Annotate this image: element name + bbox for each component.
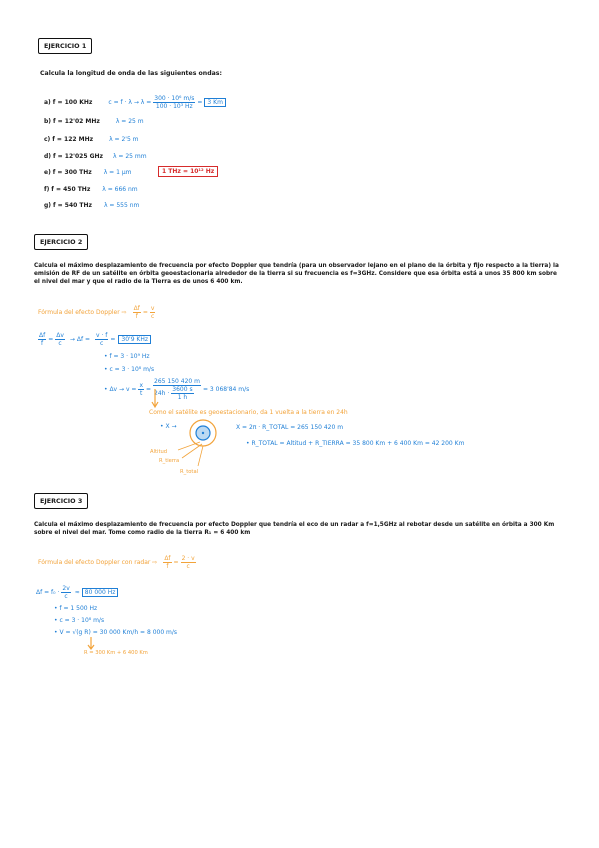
item-b-label: b) [44,118,52,125]
bullet-v-num: x [139,382,143,389]
radar-den-r: c [186,563,190,570]
item-c [44,136,139,143]
doppler-num-l: Δf [133,305,140,312]
doppler-den-l: f [135,313,138,320]
exercise-2-statement: Calcula el máximo desplazamiento de frecuencia por efecto Doppler que tendría (para un observador lejano en el plano de la órbita y fijo respecto a la tierra) la emisión de RF de un satélite en órbita geoestacionaria alrededor de la tierra si su frecuencia es f=3GHz. Considere que esa órbita está a unos 35 800 km sobre el nivel del mar y que el radio de la Tierra es de unos 6 400 km. [34,263,559,285]
step-den1: f [41,340,44,347]
item-c-label: c) [44,136,51,143]
bullet-v-result: = 3 068'84 m/s [202,386,250,393]
item-c-freq: f = 122 MHz [52,136,94,143]
exercise-1-title: EJERCICIO 1 [38,38,92,54]
thz-note: 1 THz = 10¹² Hz [158,166,218,177]
item-d [44,153,147,160]
doppler-den-r: c [151,313,155,320]
item-a-label: a) [44,99,51,106]
step-den3: c [100,340,104,347]
diagram-pointers [170,440,220,470]
bullet-v: • Δv → v = $\frac{x}{t}$ = 265 150 420 m 24h · $\frac{3600 s}{1 h}$ = 3 068'84 m/s [104,378,250,401]
radar-den-l: f [166,563,169,570]
item-e-result: λ = 1 μm [103,169,132,176]
item-g-freq: f = 540 THz [52,202,93,209]
radar-step-num: 2v [62,585,70,592]
exercise-3-title: EJERCICIO 3 [34,493,88,509]
step-result: 30'9 KHz [118,335,151,344]
earth-center [202,432,204,434]
bullet-c: • c = 3 · 10⁸ m/s [104,366,155,373]
arrow-down-icon [150,388,160,410]
item-e [44,169,131,176]
item-a-freq: f = 100 KHz [52,99,93,106]
step-den2: c [58,340,62,347]
doppler-formula: Fórmula del efecto Doppler ⇨ $\frac{\Delta f}{f}$ = $\frac{v}{c}$ [38,305,155,320]
bullet-v-den2a: 24h · [154,390,170,397]
radar-num-l: Δf [164,555,171,562]
label-r-total: R_total [180,469,199,475]
x-label: • X → [160,423,177,430]
radar-step-result: 80 000 Hz [82,588,119,597]
bullet-v-num2: 265 150 420 m [154,378,200,385]
bullet-f: • f = 3 · 10⁹ Hz [104,353,150,360]
step-num3: v · f [96,332,108,339]
item-d-freq: f = 12'025 GHz [52,153,104,160]
doppler-num-r: v [150,305,155,312]
radar-step-den: c [64,593,68,600]
radar-formula: Fórmula del efecto Doppler con radar ⇨ $\frac{\Delta f}{f}$ = $\frac{2 \cdot v}{c}$ [38,555,195,570]
step-num2: Δv [56,332,64,339]
item-a-den: 100 · 10³ Hz [155,103,193,110]
doppler-formula-label: Fórmula del efecto Doppler ⇨ [38,309,127,316]
doppler-step: $\frac{\Delta f}{f}$ = $\frac{\Delta v}{c}$ → Δf = $\frac{v \cdot f}{c}$ = 30'9 KHz [36,332,151,347]
exercise-3-statement: Calcula el máximo desplazamiento de frecuencia por efecto Doppler que tendría el eco de un radar a f=1,5GHz al rebotar desde un satélite en órbita a 300 Km sobre el nivel del mar. Tome como radio de la tierra R₁ = 6 400 km [34,522,555,536]
item-f-freq: f = 450 THz [51,186,91,193]
radar-step [36,585,118,600]
radar-bullet-v: • V = √(g R) = 30 000 Km/h = 8 000 m/s [54,629,178,636]
exercise-2-title: EJERCICIO 2 [34,234,88,250]
item-b-result: λ = 25 m [115,118,144,125]
radar-step-mid: ≈ [74,589,80,596]
item-f [44,186,138,193]
item-g-label: g) [44,202,52,209]
label-altitud: Altitud [150,449,168,455]
item-e-label: e) [44,169,51,176]
step-mid: → Δf = [69,336,90,343]
item-g [44,202,139,209]
item-a-formula: c = f · λ → λ = [108,99,152,106]
bullet-v-den2b-num: 3600 s [172,386,193,393]
exercise-1-prompt: Calcula la longitud de onda de las siguientes ondas: [40,70,222,77]
radar-bullet-f: • f = 1 500 Hz [54,605,98,612]
item-a: a) f = 100 KHz c = f · λ → λ = $\frac{\text{300 · 10⁶ m/s}}{\text{100 · 10³ Hz}}$ = 3 Km [44,95,226,110]
radar-r-note: R = 300 Km + 6 400 Km [84,650,148,656]
item-f-label: f) [44,186,50,193]
r-total-equation: • R_TOTAL = Altitud + R_TIERRA = 35 800 Km + 6 400 Km = 42 200 Km [246,440,465,447]
item-a-fraction [153,95,195,110]
item-d-label: d) [44,153,52,160]
geo-note: Como el satélite es geoestacionario, da 1 vuelta a la tierra en 24h [149,409,348,416]
item-e-freq: f = 300 THz [52,169,92,176]
item-d-result: λ = 25 mm [112,153,147,160]
bullet-v-den: t [140,390,143,397]
step-num1: Δf [39,332,46,339]
item-f-result: λ = 666 nm [102,186,138,193]
bullet-v-den2b-den: 1 h [177,394,188,401]
radar-bullet-c: • c = 3 · 10⁸ m/s [54,617,105,624]
item-a-result: 3 Km [204,98,226,107]
radar-num-r: 2 · v [181,555,195,562]
bullet-v-pre: • Δv → v = [104,386,137,393]
item-b-freq: f = 12'02 MHz [52,118,100,125]
item-a-num: 300 · 10⁶ m/s [154,95,195,102]
radar-formula-label: Fórmula del efecto Doppler con radar ⇨ [38,559,158,566]
label-r-tierra: R_tierra [159,458,180,464]
item-c-result: λ = 2'5 m [109,136,139,143]
item-b [44,118,144,125]
item-g-result: λ = 555 nm [103,202,140,209]
x-equation: X = 2π · R_TOTAL = 265 150 420 m [236,424,344,431]
radar-step-pre: Δf = f₀ · [36,589,60,596]
